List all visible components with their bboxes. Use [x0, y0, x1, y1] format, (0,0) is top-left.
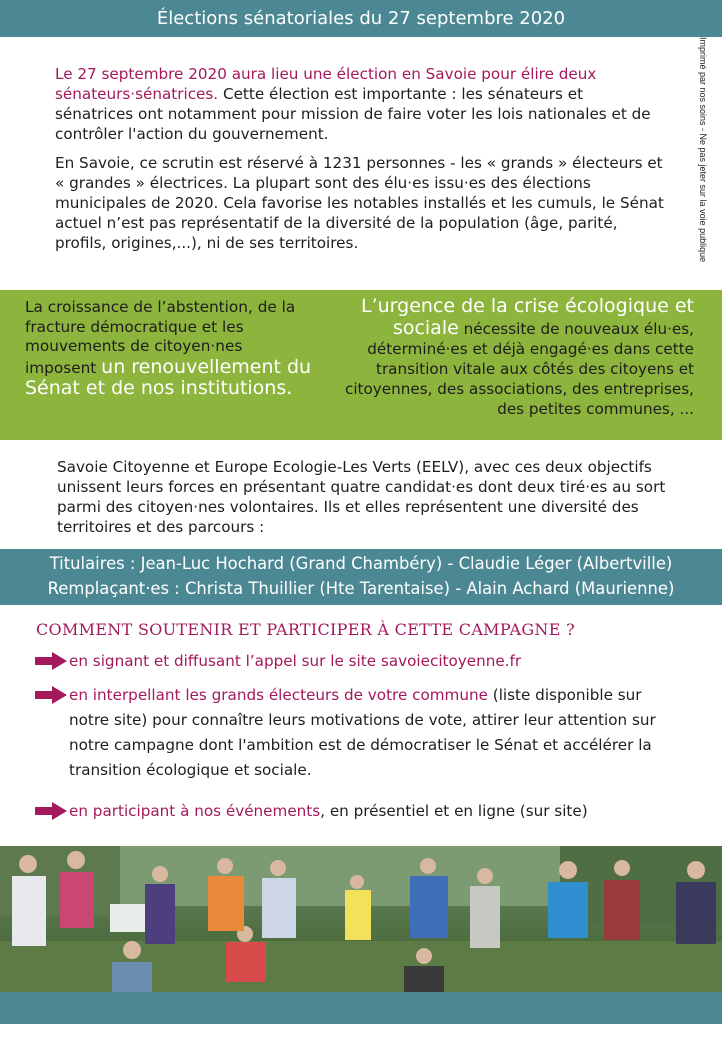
group-photo [0, 846, 722, 992]
intro-body: Cette élection est importante : les sénateurs et sénatrices ont notamment pour mission de faire voter les lois nationales et de contrôler l'action du gouvernement. [55, 85, 651, 143]
highlight-right-text: nécessite de nouveaux élu·es, déterminé·es et déjà engagé·es dans cette transition vitale aux côtés des citoyens et citoyennes, des associations, des entreprises, des petites communes, ... [344, 320, 694, 418]
print-notice [690, 37, 722, 517]
footer-banner [0, 992, 722, 1047]
arrow-right-icon [35, 652, 67, 670]
arrow-right-icon [35, 802, 67, 820]
titulaires-line: Titulaires : Jean-Luc Hochard (Grand Chambéry) - Claudie Léger (Albertville) [49, 554, 673, 573]
highlight-right-emphasis: L’urgence de la crise écologique et sociale [360, 295, 694, 339]
intro-paragraph-1 [55, 64, 665, 144]
support-heading: COMMENT SOUTENIR ET PARTICIPER À CETTE CAMPAGNE ? [36, 620, 575, 639]
action-events-label: en participant à nos événements [69, 802, 321, 820]
group-photo-illustration [0, 846, 722, 992]
action-item-events [35, 799, 685, 824]
highlight-left-emphasis: un renouvellement du Sénat et de nos institutions. [25, 355, 312, 399]
highlight-left [25, 298, 315, 400]
arrow-right-icon [35, 686, 67, 704]
footer-links: https://savoiecitoyenne.fr - Signez l'appel ! - contact@savoiecitoyenne.fr [32, 1026, 701, 1047]
page-title: Élections sénatoriales du 27 septembre 2020 [156, 8, 566, 29]
action-interpellate-detail: (liste disponible sur notre site) pour connaître leurs motivations de vote, attirer leur attention sur notre campagne dont l'ambition est de démocratiser le Sénat et accélérer la transition écologique et sociale. [69, 686, 656, 779]
action-sign-label: en signant et diffusant l’appel sur le site savoiecitoyenne.fr [69, 652, 522, 670]
print-notice-text: Imprimé par nos soins - Ne pas jeter sur la voie publique [698, 37, 708, 263]
remplacants-line: Remplaçant·es : Christa Thuillier (Hte Tarentaise) - Alain Achard (Maurienne) [47, 579, 675, 598]
highlight-left-text: La croissance de l’abstention, de la fracture démocratique et les mouvements de citoyen·nes imposent [25, 298, 296, 377]
candidates-banner [0, 549, 722, 605]
action-events-detail: , en présentiel et en ligne (sur site) [320, 802, 588, 820]
intro-section [55, 64, 665, 262]
action-item-interpellate [35, 683, 685, 783]
alliance-paragraph: Savoie Citoyenne et Europe Ecologie-Les Verts (EELV), avec ces deux objectifs unissent leurs forces en présentant quatre candidat·es dont deux tiré·es au sort parmi des citoyen·nes volontaires. Ils et elles représentent une diversité des territoires et des parcours : [57, 458, 666, 536]
intro-lead: Le 27 septembre 2020 aura lieu une élection en Savoie pour élire deux sénateurs·sénatrices. [55, 65, 597, 103]
highlight-right [322, 295, 694, 419]
action-item-sign [35, 649, 685, 674]
intro-paragraph-2: En Savoie, ce scrutin est réservé à 1231 personnes - les « grands » électeurs et « grandes » électrices. La plupart sont des élu·es issu·es des élections municipales de 2020. Cela favorise les notables installés et les cumuls, le Sénat actuel n’est pas représentatif de la diversité de la population (âge, parité, profils, origines,...), ni de ses territoires. [55, 154, 664, 252]
action-interpellate-label: en interpellant les grands électeurs de votre commune [69, 686, 488, 704]
header-banner [0, 0, 722, 37]
